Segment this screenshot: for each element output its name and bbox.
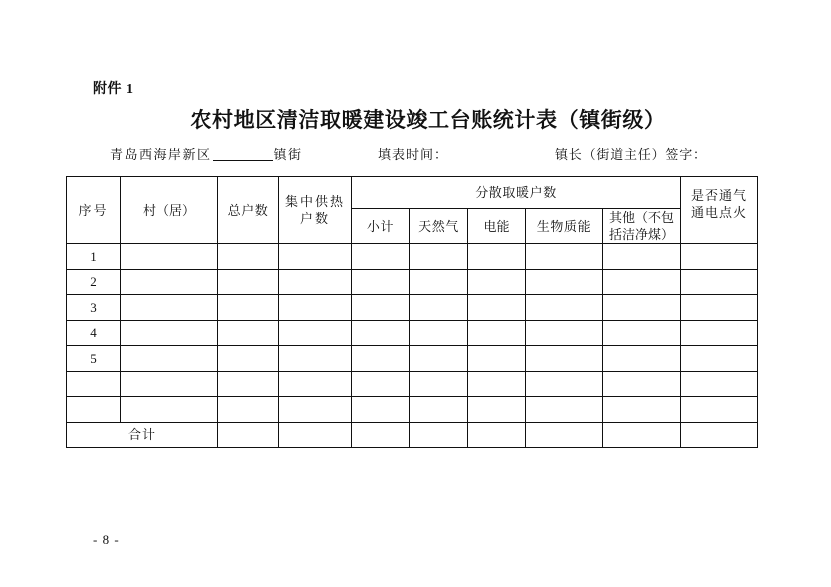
table-row — [67, 320, 758, 346]
cell-ignited — [681, 397, 758, 423]
total-label: 合计 — [67, 422, 218, 448]
cell-subtotal — [352, 295, 410, 321]
header-natural-gas: 天然气 — [410, 209, 468, 244]
header-subtotal: 小计 — [352, 209, 410, 244]
cell-central-heating — [279, 320, 352, 346]
cell-village — [121, 346, 218, 372]
total-cell-electric — [468, 422, 526, 448]
cell-other — [603, 295, 681, 321]
cell-village — [121, 397, 218, 423]
town-suffix: 镇街 — [273, 147, 303, 162]
header-other: 其他（不包括洁净煤） — [603, 209, 681, 244]
cell-biomass — [526, 269, 603, 295]
cell-central-heating — [279, 269, 352, 295]
cell-village — [121, 371, 218, 397]
cell-other — [603, 397, 681, 423]
cell-village — [121, 295, 218, 321]
cell-central-heating — [279, 346, 352, 372]
cell-biomass — [526, 295, 603, 321]
cell-subtotal — [352, 320, 410, 346]
cell-subtotal — [352, 371, 410, 397]
cell-seq — [67, 371, 121, 397]
cell-natural-gas — [410, 371, 468, 397]
signature-label: 镇长（街道主任）签字： — [555, 147, 707, 162]
cell-other — [603, 346, 681, 372]
cell-seq — [67, 397, 121, 423]
cell-electric — [468, 371, 526, 397]
cell-ignited — [681, 295, 758, 321]
header-biomass: 生物质能 — [526, 209, 603, 244]
cell-total-households — [218, 269, 279, 295]
district-line — [110, 146, 303, 164]
cell-natural-gas — [410, 269, 468, 295]
header-total-households: 总户数 — [218, 177, 279, 244]
cell-village — [121, 244, 218, 270]
cell-total-households — [218, 320, 279, 346]
cell-biomass — [526, 397, 603, 423]
cell-total-households — [218, 295, 279, 321]
cell-natural-gas — [410, 397, 468, 423]
cell-seq: 3 — [67, 295, 121, 321]
cell-biomass — [526, 244, 603, 270]
cell-total-households — [218, 397, 279, 423]
total-cell-biomass — [526, 422, 603, 448]
cell-village — [121, 320, 218, 346]
cell-seq: 5 — [67, 346, 121, 372]
cell-other — [603, 244, 681, 270]
cell-central-heating — [279, 295, 352, 321]
cell-total-households — [218, 346, 279, 372]
cell-electric — [468, 346, 526, 372]
cell-subtotal — [352, 346, 410, 372]
cell-other — [603, 269, 681, 295]
cell-total-households — [218, 244, 279, 270]
total-cell-ignited — [681, 422, 758, 448]
cell-ignited — [681, 346, 758, 372]
cell-central-heating — [279, 244, 352, 270]
total-cell-households — [218, 422, 279, 448]
cell-total-households — [218, 371, 279, 397]
cell-natural-gas — [410, 295, 468, 321]
cell-biomass — [526, 371, 603, 397]
cell-village — [121, 269, 218, 295]
ledger-table — [66, 176, 758, 448]
cell-ignited — [681, 269, 758, 295]
cell-electric — [468, 269, 526, 295]
cell-other — [603, 320, 681, 346]
cell-electric — [468, 295, 526, 321]
attachment-label: 附件 1 — [93, 82, 134, 97]
cell-central-heating — [279, 397, 352, 423]
cell-natural-gas — [410, 244, 468, 270]
cell-electric — [468, 397, 526, 423]
total-cell-central-heating — [279, 422, 352, 448]
fill-time-label: 填表时间： — [378, 147, 449, 162]
document-title: 农村地区清洁取暖建设竣工台账统计表（镇街级） — [190, 108, 666, 132]
table-row — [67, 397, 758, 423]
district-name: 青岛西海岸新区 — [110, 147, 212, 162]
cell-central-heating — [279, 371, 352, 397]
table-row — [67, 346, 758, 372]
header-ignited: 是否通气通电点火 — [681, 177, 758, 244]
cell-electric — [468, 320, 526, 346]
cell-electric — [468, 244, 526, 270]
total-cell-natural-gas — [410, 422, 468, 448]
total-row — [67, 422, 758, 448]
table-row — [67, 269, 758, 295]
table-row — [67, 371, 758, 397]
cell-subtotal — [352, 244, 410, 270]
cell-other — [603, 371, 681, 397]
cell-natural-gas — [410, 320, 468, 346]
header-village: 村（居） — [121, 177, 218, 244]
cell-biomass — [526, 320, 603, 346]
table-row — [67, 295, 758, 321]
cell-ignited — [681, 320, 758, 346]
cell-biomass — [526, 346, 603, 372]
cell-ignited — [681, 244, 758, 270]
cell-natural-gas — [410, 346, 468, 372]
total-cell-subtotal — [352, 422, 410, 448]
total-cell-other — [603, 422, 681, 448]
cell-seq: 2 — [67, 269, 121, 295]
town-blank-line — [213, 147, 273, 161]
cell-seq: 4 — [67, 320, 121, 346]
cell-ignited — [681, 371, 758, 397]
header-electric: 电能 — [468, 209, 526, 244]
cell-subtotal — [352, 269, 410, 295]
header-row-1 — [67, 177, 758, 209]
page-number: - 8 - — [93, 532, 120, 547]
header-dispersed-group: 分散取暖户数 — [352, 177, 681, 209]
table-row — [67, 244, 758, 270]
header-seq: 序号 — [67, 177, 121, 244]
cell-seq: 1 — [67, 244, 121, 270]
cell-subtotal — [352, 397, 410, 423]
header-central-heating: 集中供热户数 — [279, 177, 352, 244]
